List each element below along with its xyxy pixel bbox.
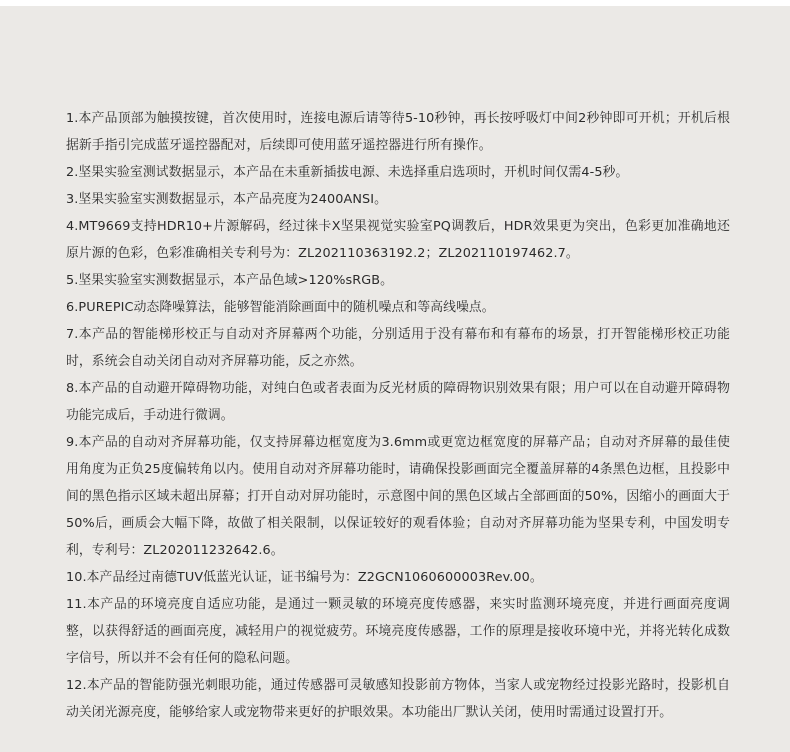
- note-item-11: 11.本产品的环境亮度自适应功能，是通过一颗灵敏的环境亮度传感器，来实时监测环境亮度，并进行画面亮度调整，以获得舒适的画面亮度，减轻用户的视觉疲劳。环境亮度传感器，工作的原理是接收环境中光，并将光转化成数字信号，所以并不会有任何的隐私问题。: [66, 597, 730, 666]
- note-item-3: 3.坚果实验室实测数据显示，本产品亮度为2400ANSI。: [66, 192, 388, 207]
- note-item-9: 9.本产品的自动对齐屏幕功能，仅支持屏幕边框宽度为3.6mm或更宽边框宽度的屏幕产品；自动对齐屏幕的最佳使用角度为正负25度偏转角以内。使用自动对齐屏幕功能时，请确保投影画面完全覆盖屏幕的4条黑色边框，且投影中间的黑色指示区域未超出屏幕；打开自动对屏功能时，示意图中间的黑色区域占全部画面的50%，因缩小的画面大于50%后，画质会大幅下降，故做了相关限制，以保证较好的观看体验；自动对齐屏幕功能为坚果专利，中国发明专利，专利号：ZL202011232642.6。: [66, 435, 730, 558]
- note-item-8: 8.本产品的自动避开障碍物功能，对纯白色或者表面为反光材质的障碍物识别效果有限；用户可以在自动避开障碍物功能完成后，手动进行微调。: [66, 381, 730, 423]
- disclaimer-notes-list: [66, 105, 730, 726]
- note-item-5: 5.坚果实验室实测数据显示，本产品色域>120%sRGB。: [66, 273, 394, 288]
- note-item-4: 4.MT9669支持HDR10+片源解码，经过徕卡X坚果视觉实验室PQ调教后，HDR效果更为突出，色彩更加准确地还原片源的色彩，色彩准确相关专利号为：ZL202110363192.2；ZL202110197462.7。: [66, 219, 730, 261]
- note-item-7: 7.本产品的智能梯形校正与自动对齐屏幕两个功能，分别适用于没有幕布和有幕布的场景，打开智能梯形校正功能时，系统会自动关闭自动对齐屏幕功能，反之亦然。: [66, 327, 730, 369]
- note-item-6: 6.PUREPIC动态降噪算法，能够智能消除画面中的随机噪点和等高线噪点。: [66, 300, 495, 315]
- note-item-12: 12.本产品的智能防强光刺眼功能，通过传感器可灵敏感知投影前方物体，当家人或宠物经过投影光路时，投影机自动关闭光源亮度，能够给家人或宠物带来更好的护眼效果。本功能出厂默认关闭，使用时需通过设置打开。: [66, 678, 730, 720]
- note-item-1: 1.本产品顶部为触摸按键，首次使用时，连接电源后请等待5-10秒钟，再长按呼吸灯中间2秒钟即可开机；开机后根据新手指引完成蓝牙遥控器配对，后续即可使用蓝牙遥控器进行所有操作。: [66, 111, 730, 153]
- top-border: [0, 0, 790, 6]
- note-item-2: 2.坚果实验室测试数据显示，本产品在未重新插拔电源、未选择重启选项时，开机时间仅需4-5秒。: [66, 165, 629, 180]
- note-item-10: 10.本产品经过南德TUV低蓝光认证，证书编号为：Z2GCN1060600003Rev.00。: [66, 570, 543, 585]
